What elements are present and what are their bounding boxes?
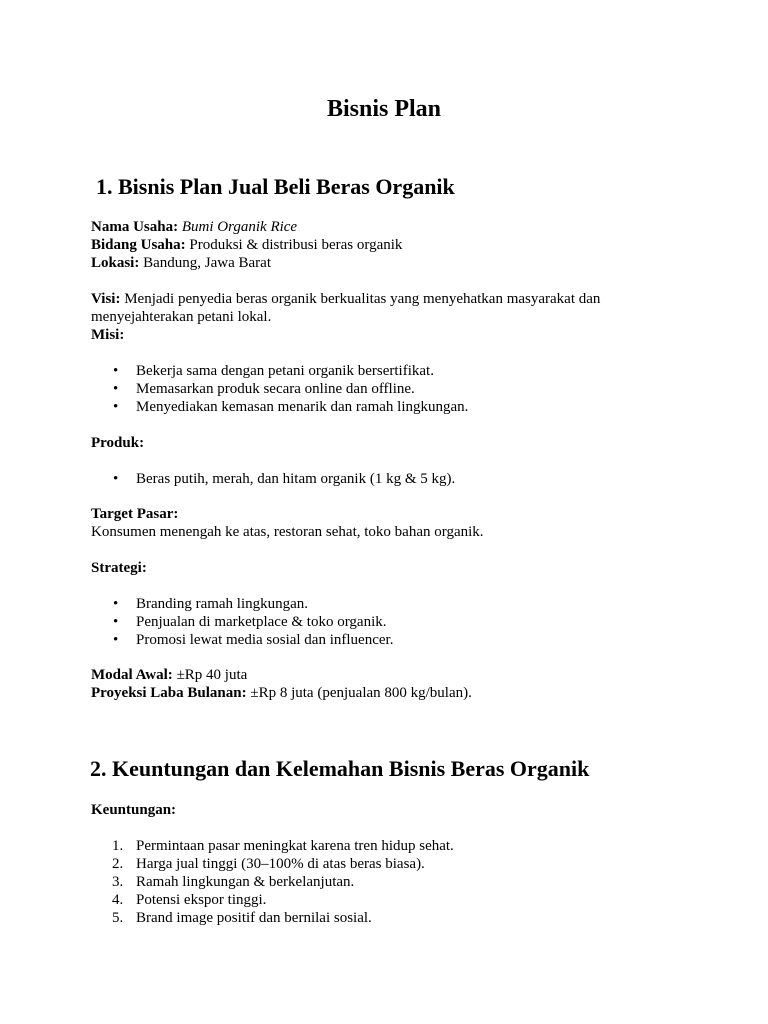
bidang-usaha-value: Produksi & distribusi beras organik [189, 237, 403, 253]
visi-line-2: menyejahterakan petani lokal. [91, 309, 272, 325]
bullet-icon: • [113, 596, 119, 612]
list-item: • Promosi lewat media sosial dan influencer. [113, 632, 394, 648]
list-item: 5. Brand image positif dan bernilai sosial. [112, 910, 372, 926]
misi-label: Misi: [91, 327, 125, 343]
proyeksi-laba-label: Proyeksi Laba Bulanan: [91, 685, 247, 701]
strategi-list [91, 595, 393, 649]
document-title: Bisnis Plan [326, 96, 442, 122]
list-item: • Beras putih, merah, dan hitam organik (1 kg & 5 kg). [113, 471, 456, 487]
bullet-icon: • [113, 471, 119, 487]
list-item: 1. Permintaan pasar meningkat karena tren hidup sehat. [112, 838, 454, 854]
nama-usaha-value: Bumi Organik Rice [181, 219, 298, 235]
section1-heading: 1. Bisnis Plan Jual Beli Beras Organik [96, 174, 455, 199]
misi-list [91, 362, 468, 416]
nama-usaha-label: Nama Usaha: [91, 219, 179, 235]
list-number: 3. [112, 874, 124, 890]
list-item: • Menyediakan kemasan menarik dan ramah lingkungan. [113, 399, 469, 415]
keuntungan-label: Keuntungan: [91, 802, 177, 818]
lokasi-label: Lokasi: [91, 255, 140, 271]
bullet-icon: • [113, 363, 119, 379]
list-number: 5. [112, 910, 124, 926]
list-number: 2. [112, 856, 124, 872]
bidang-usaha-label: Bidang Usaha: [91, 237, 186, 253]
bullet-icon: • [113, 381, 119, 397]
list-item: • Bekerja sama dengan petani organik bersertifikat. [113, 363, 434, 379]
strategi-label: Strategi: [91, 560, 147, 576]
strategi-section [91, 559, 147, 577]
target-pasar-section [91, 505, 484, 541]
lokasi-value: Bandung, Jawa Barat [143, 255, 271, 271]
produk-label: Produk: [91, 435, 145, 451]
financial-section [91, 666, 472, 702]
list-item: • Branding ramah lingkungan. [113, 596, 309, 612]
list-item: 2. Harga jual tinggi (30–100% di atas beras biasa). [112, 856, 425, 872]
target-pasar-value: Konsumen menengah ke atas, restoran sehat, toko bahan organik. [91, 524, 484, 540]
section2-heading: 2. Keuntungan dan Kelemahan Bisnis Beras Organik [90, 756, 590, 781]
list-number: 1. [112, 838, 124, 854]
visi-misi [91, 290, 600, 344]
business-identity [91, 218, 402, 272]
list-item: 4. Potensi ekspor tinggi. [112, 892, 267, 908]
list-number: 4. [112, 892, 124, 908]
modal-awal-label: Modal Awal: [91, 667, 173, 683]
keuntungan-section [91, 801, 176, 819]
visi-label: Visi: [91, 291, 121, 307]
bullet-icon: • [113, 399, 119, 415]
produk-list [91, 470, 455, 488]
list-item: 3. Ramah lingkungan & berkelanjutan. [112, 874, 355, 890]
target-pasar-label: Target Pasar: [91, 506, 179, 522]
visi-line-1: Menjadi penyedia beras organik berkualitas yang menyehatkan masyarakat dan [124, 291, 601, 307]
produk-section [91, 434, 144, 452]
list-item: • Penjualan di marketplace & toko organik. [113, 614, 387, 630]
bullet-icon: • [113, 632, 119, 648]
proyeksi-laba-value: ±Rp 8 juta (penjualan 800 kg/bulan). [250, 685, 472, 701]
keuntungan-list [91, 837, 454, 927]
modal-awal-value: ±Rp 40 juta [176, 667, 248, 683]
list-item: • Memasarkan produk secara online dan offline. [113, 381, 415, 397]
bullet-icon: • [113, 614, 119, 630]
